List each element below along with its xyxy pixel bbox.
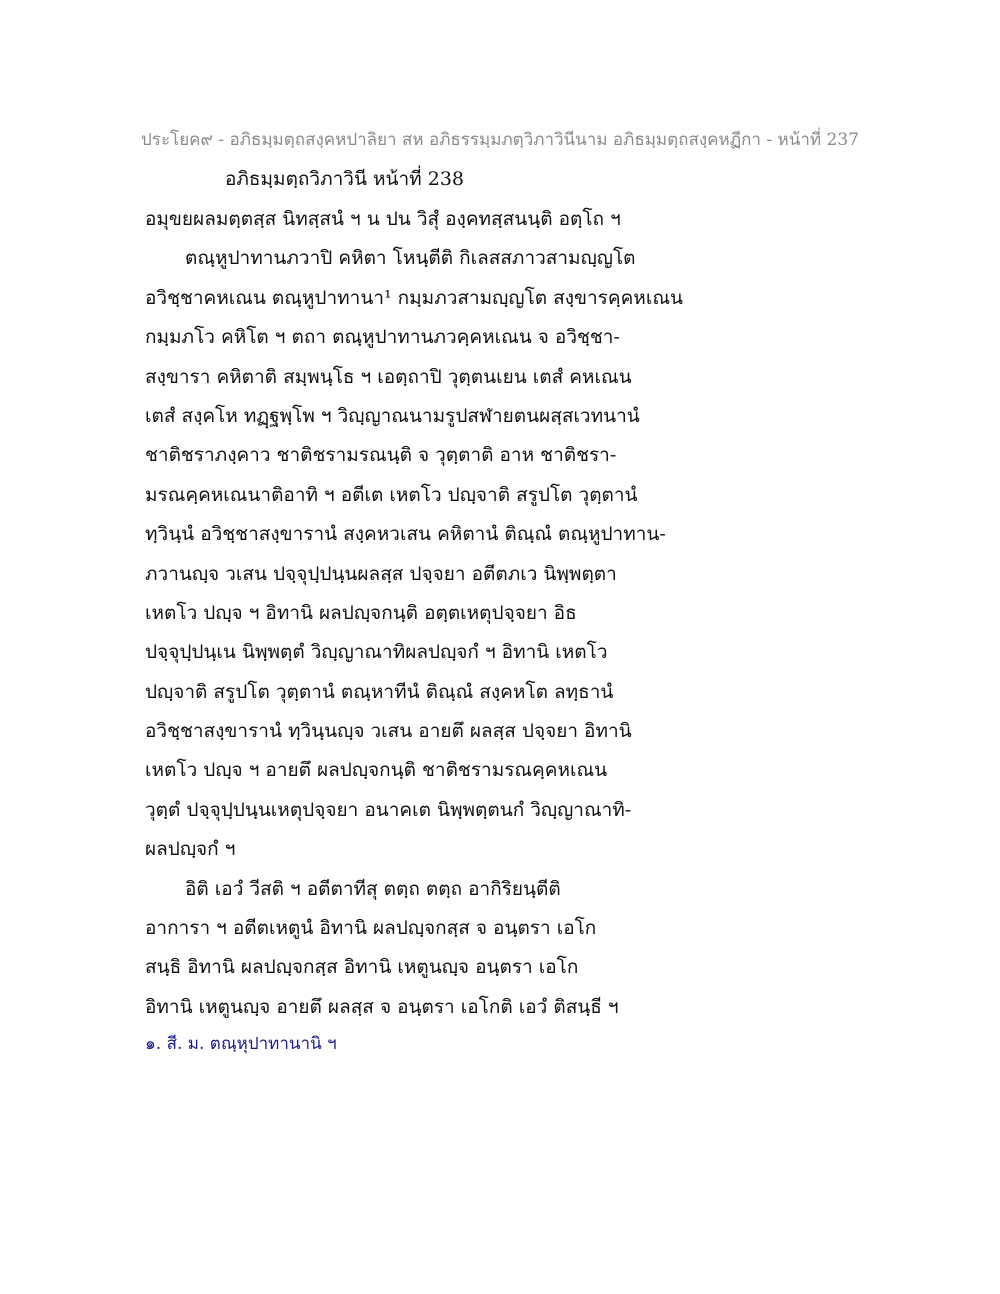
- text-line: ภวานญฺจ วเสน ปจฺจุปฺปนฺนผลสฺส ปจฺจยา อตีตภเว นิพฺพตฺตา: [145, 562, 617, 585]
- page-title: อภิธมฺมตฺถวิภาวินี หน้าที่ 238: [225, 168, 464, 190]
- text-line: ชาติชราภงฺคาว ชาติชรามรณนฺติ จ วุตฺตาติ อาห ชาติชรา-: [145, 444, 617, 467]
- text-line: อวิชฺชาคหเณน ตณฺหูปาทานา¹ กมฺมภวสามญฺญโต สงฺขารคฺคหเณน: [145, 286, 683, 309]
- text-line: สงฺขารา คหิตาติ สมฺพนฺโธ ฯ เอตฺถาปิ วุตฺตนเยน เตสํ คหเณน: [145, 365, 632, 388]
- paragraph-first-line: ตณฺหูปาทานภวาปิ คหิตา โหนฺตีติ กิเลสสภาวสามญฺญโต: [185, 247, 636, 270]
- text-line: สนฺธิ อิทานิ ผลปญฺจกสฺส อิทานิ เหตูนญฺจ อนฺตรา เอโก: [145, 956, 579, 979]
- text-line: เหตโว ปญฺจ ฯ อายตึ ผลปญฺจกนฺติ ชาติชรามรณคฺคหเณน: [145, 759, 608, 782]
- paragraph-first-line: อิติ เอวํ วีสติ ฯ อตีตาทีสุ ตตฺถ ตตฺถ อากิริยนฺตีติ: [185, 877, 561, 900]
- text-line: อิทานิ เหตูนญฺจ อายตึ ผลสฺส จ อนฺตรา เอโกติ เอวํ ติสนฺธี ฯ: [145, 995, 619, 1018]
- body-text: [145, 200, 705, 1061]
- text-line: เตสํ สงฺคโห ทฏฺฐพฺโพ ฯ วิญฺญาณนามรูปสฬายตนผสฺสเวทนานํ: [145, 404, 640, 427]
- text-line: ผลปญฺจกํ ฯ: [145, 838, 236, 861]
- text-line: ปจฺจุปฺปนฺเน นิพฺพตฺตํ วิญฺญาณาทิผลปญฺจกํ ฯ อิทานิ เหตโว: [145, 641, 608, 664]
- text-line: เหตโว ปญฺจ ฯ อิทานิ ผลปญฺจกนฺติ อตฺตเหตุปจฺจยา อิธ: [145, 601, 577, 624]
- text-line: อาการา ฯ อตีตเหตูนํ อิทานิ ผลปญฺจกสฺส จ อนฺตรา เอโก: [145, 917, 597, 940]
- text-line: กมฺมภโว คหิโต ฯ ตถา ตณฺหูปาทานภวคฺคหเณน จ อวิชฺชา-: [145, 326, 620, 349]
- text-line: ทฺวินฺนํ อวิชฺชาสงฺขารานํ สงฺคหวเสน คหิตานํ ติณฺณํ ตณฺหูปาทาน-: [145, 523, 666, 546]
- text-line: อมุขยผลมตฺตสฺส นิทสฺสนํ ฯ น ปน วิสุํ องฺคทสฺสนนฺติ อตฺโถ ฯ: [145, 208, 621, 230]
- running-header: ประโยค๙ - อภิธมฺมตฺถสงฺคหปาลิยา สห อภิธรรมฺมภตฺวิภาวินีนาม อภิธมฺมตฺถสงฺคหฏีกา - หน้าที่ 237: [141, 130, 859, 150]
- footnote: ๑. สี. ม. ตณฺหุปาทานานิ ฯ: [145, 1034, 337, 1055]
- text-line: มรณคฺคหเณนาติอาทิ ฯ อตีเต เหตโว ปญฺจาติ สรูปโต วุตฺตานํ: [145, 483, 638, 506]
- text-line: อวิชฺชาสงฺขารานํ ทฺวินฺนญฺจ วเสน อายตึ ผลสฺส ปจฺจยา อิทานิ: [145, 720, 632, 743]
- text-line: ปญฺจาติ สรูปโต วุตฺตานํ ตณฺหาทีนํ ติณฺณํ สงฺคหโต ลทฺธานํ: [145, 680, 614, 703]
- text-line: วุตฺตํ ปจฺจุปฺปนฺนเหตุปจฺจยา อนาคเต นิพฺพตฺตนกํ วิญฺญาณาทิ-: [145, 798, 632, 821]
